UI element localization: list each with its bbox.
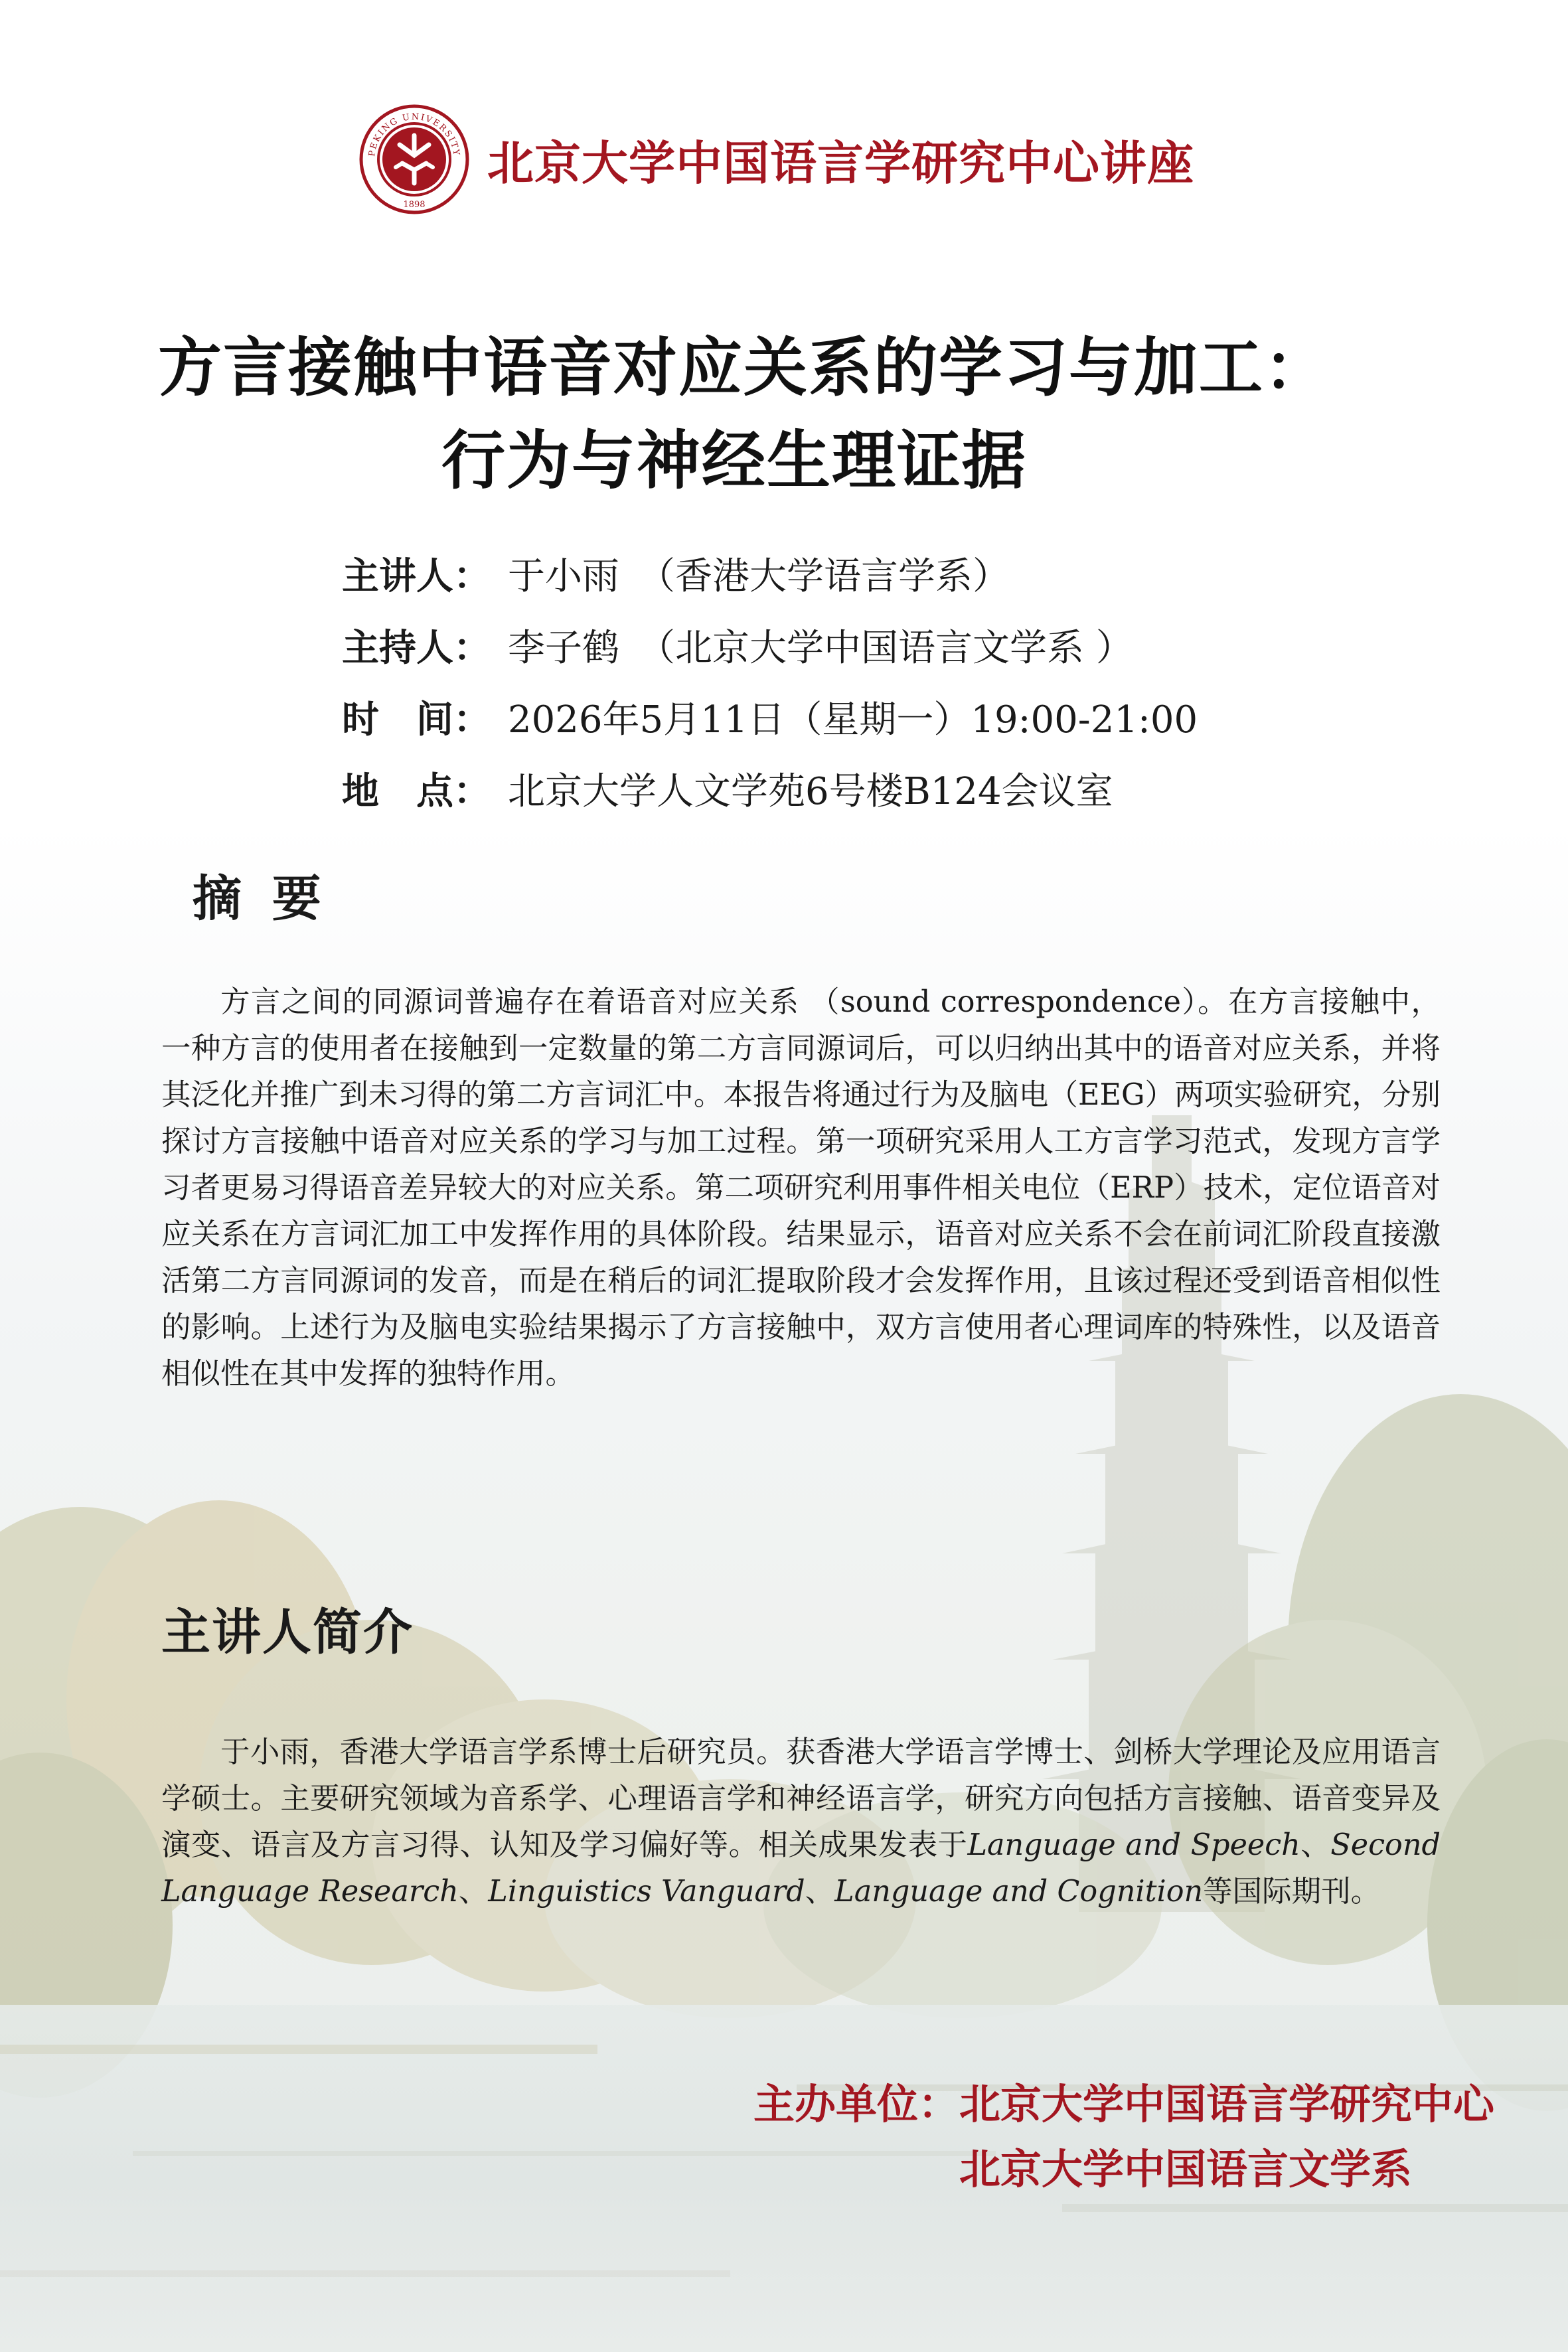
info-label: 主讲人： [342, 555, 491, 598]
org-title: 北京大学中国语言学研究中心讲座 [487, 135, 1194, 191]
journal-name: Second Language Research [161, 1828, 1441, 1909]
info-value: 于小雨 （香港大学语言学系） [508, 555, 1010, 598]
bio-outro: 等国际期刊。 [1203, 1875, 1381, 1909]
poster-header [358, 100, 1194, 219]
journal-name: Language and Cognition [834, 1875, 1204, 1909]
sponsor-line1 [753, 2071, 1494, 2130]
info-row-host [342, 613, 1198, 684]
bio-heading: 主讲人简介 [161, 1604, 414, 1661]
separator: 、 [458, 1875, 489, 1909]
info-label: 时 间： [342, 698, 491, 742]
separator: 、 [805, 1875, 835, 1909]
journal-name: Language and Speech [967, 1828, 1300, 1862]
seal-text: PEKING UNIVERSITY [367, 112, 461, 157]
info-row-location [342, 756, 1198, 828]
lecture-info [342, 541, 1198, 828]
sponsor-org1: 北京大学中国语言学研究中心 [959, 2080, 1495, 2128]
separator: 、 [1300, 1828, 1331, 1862]
info-value: 2026年5月11日（星期一）19:00-21:00 [508, 698, 1198, 742]
bio-intro: 于小雨，香港大学语言学系博士后研究员。获香港大学语言学博士、剑桥大学理论及应用语言学硕士。主要研究领域为音系学、心理语言学和神经语言学，研究方向包括方言接触、语音变异及演变、语言及方言习得、认知及学习偏好等。相关成果发表于 [161, 1735, 1441, 1862]
lecture-title-line1: 方言接触中语音对应关系的学习与加工： [158, 331, 1329, 405]
peking-university-seal-icon [358, 104, 470, 215]
info-label: 地 点： [342, 770, 491, 813]
bio-text [161, 1729, 1441, 1915]
lecture-title-line2: 行为与神经生理证据 [441, 424, 1027, 498]
journal-name: Linguistics Vanguard [488, 1875, 805, 1909]
sponsor-label: 主办单位： [753, 2080, 960, 2128]
seal-year: 1898 [403, 200, 426, 210]
sponsor-org2: 北京大学中国语言文学系 [959, 2145, 1413, 2193]
info-row-speaker [342, 541, 1198, 613]
info-value: 李子鹤 （北京大学中国语言文学系 ） [508, 627, 1133, 670]
info-value: 北京大学人文学苑6号楼B124会议室 [508, 770, 1113, 813]
abstract-heading: 摘 要 [193, 870, 328, 927]
info-label: 主持人： [342, 627, 491, 670]
abstract-text: 方言之间的同源词普遍存在着语音对应关系 （sound correspondence）。在方言接触中，一种方言的使用者在接触到一定数量的第二方言同源词后，可以归纳出其中的语音对应关系，并将其泛化并推广到未习得的第二方言词汇中。本报告将通过行为及脑电（EEG）两项实验研究，分别探讨方言接触中语音对应关系的学习与加工过程。第一项研究采用人工方言学习范式，发现方言学习者更易习得语音差异较大的对应关系。第二项研究利用事件相关电位（ERP）技术，定位语音对应关系在方言词汇加工中发挥作用的具体阶段。结果显示，语音对应关系不会在前词汇阶段直接激活第二方言同源词的发音，而是在稍后的词汇提取阶段才会发挥作用，且该过程还受到语音相似性的影响。上述行为及脑电实验结果揭示了方言接触中，双方言使用者心理词库的特殊性，以及语音相似性在其中发挥的独特作用。 [161, 985, 1441, 1391]
info-row-time [342, 684, 1198, 756]
